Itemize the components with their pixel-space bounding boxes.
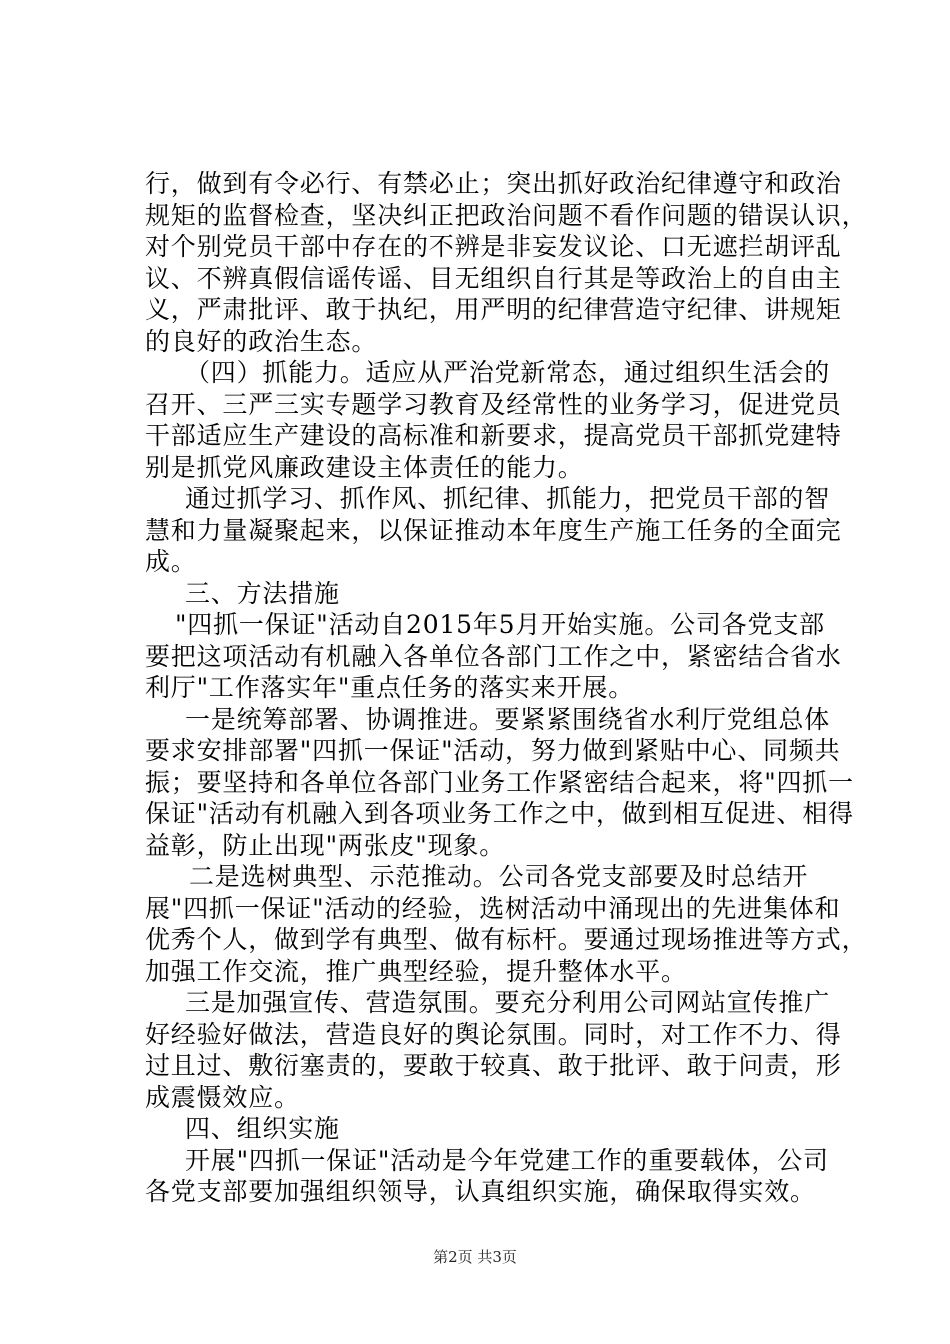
- text-line: 二是选树典型、示范推动。公司各党支部要及时总结开: [189, 862, 809, 891]
- text-line: 行，做到有令必行、有禁必止；突出抓好政治纪律遵守和政治: [145, 169, 842, 198]
- text-line: 展"四抓一保证"活动的经验，选树活动中涌现出的先进集体和: [145, 893, 841, 923]
- text-line: 优秀个人，做到学有典型、做有标杆。要通过现场推进等方式，: [145, 925, 868, 954]
- text-line: 三、方法措施: [185, 578, 340, 608]
- text-line: 一是统筹部署、协调推进。要紧紧围绕省水利厅党组总体: [185, 704, 831, 734]
- text-line: 义，严肃批评、敢于执纪，用严明的纪律营造守纪律、讲规矩: [145, 295, 842, 324]
- text-line: 对个别党员干部中存在的不辨是非妄发议论、口无遮拦胡评乱: [145, 232, 842, 261]
- text-line: （四）抓能力。适应从严治党新常态，通过组织生活会的: [185, 358, 831, 387]
- text-line: 利厅"工作落实年"重点任务的落实来开展。: [145, 673, 634, 702]
- document-body: [145, 168, 868, 1208]
- text-line: 各党支部要加强组织领导，认真组织实施，确保取得实效。: [145, 1177, 816, 1206]
- text-line: 成。: [145, 547, 197, 576]
- text-line: 保证"活动有机融入到各项业务工作之中，做到相互促进、相得: [145, 799, 854, 828]
- text-line: 益彰，防止出现"两张皮"现象。: [145, 830, 505, 860]
- text-line: 的良好的政治生态。: [145, 326, 378, 356]
- text-line: "四抓一保证"活动自2015年5月开始实施。公司各党支部: [175, 610, 825, 639]
- text-line: 慧和力量凝聚起来，以保证推动本年度生产施工任务的全面完: [145, 515, 842, 545]
- text-line: 好经验好做法，营造良好的舆论氛围。同时，对工作不力、得: [145, 1019, 842, 1049]
- text-line: 开展"四抓一保证"活动是今年党建工作的重要载体，公司: [185, 1145, 829, 1175]
- text-line: 加强工作交流，推广典型经验，提升整体水平。: [145, 956, 687, 986]
- text-line: 要把这项活动有机融入各单位各部门工作之中，紧密结合省水: [145, 641, 842, 671]
- text-line: 过且过、敷衍塞责的，要敢于较真、敢于批评、敢于问责，形: [145, 1051, 842, 1080]
- text-line: 振；要坚持和各单位各部门业务工作紧密结合起来，将"四抓一: [145, 767, 854, 797]
- text-line: 成震慑效应。: [145, 1082, 300, 1112]
- text-line: 四、组织实施: [185, 1114, 340, 1143]
- text-line: 议、不辨真假信谣传谣、目无组织自行其是等政治上的自由主: [145, 263, 842, 293]
- text-line: 要求安排部署"四抓一保证"活动，努力做到紧贴中心、同频共: [145, 736, 841, 765]
- text-line: 规矩的监督检查，坚决纠正把政治问题不看作问题的错误认识，: [145, 200, 868, 230]
- page-footer: 第2页 共3页: [433, 1248, 517, 1266]
- text-line: 通过抓学习、抓作风、抓纪律、抓能力，把党员干部的智: [185, 484, 831, 513]
- text-line: 别是抓党风廉政建设主体责任的能力。: [145, 452, 584, 482]
- text-line: 三是加强宣传、营造氛围。要充分利用公司网站宣传推广: [185, 988, 831, 1017]
- text-line: 召开、三严三实专题学习教育及经常性的业务学习，促进党员: [145, 389, 842, 419]
- text-line: 干部适应生产建设的高标准和新要求，提高党员干部抓党建特: [145, 421, 842, 450]
